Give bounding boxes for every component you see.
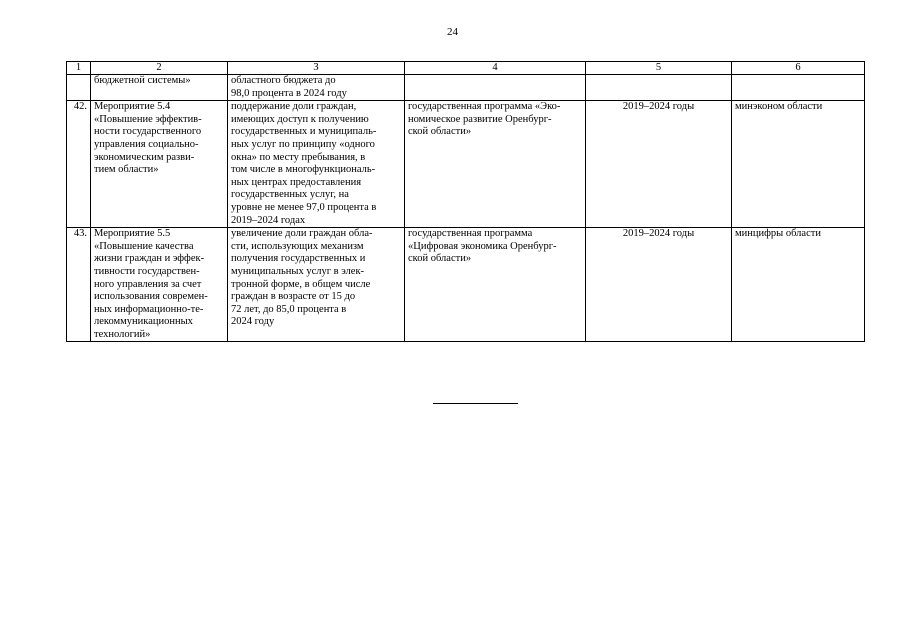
event-cell: Мероприятие 5.4 «Повышение эффектив- ности государственного управления социально- экономическим разви- тием области»: [91, 101, 228, 228]
row-number: 42.: [67, 101, 91, 228]
program-cell: [405, 75, 586, 101]
activities-table: [66, 61, 865, 342]
period-cell: 2019–2024 годы: [586, 101, 732, 228]
column-header: 2: [91, 62, 228, 75]
table-header-row: [67, 62, 865, 75]
row-number: 43.: [67, 228, 91, 342]
column-header: 4: [405, 62, 586, 75]
table-row: [67, 228, 865, 342]
event-cell: бюджетной системы»: [91, 75, 228, 101]
column-header: 5: [586, 62, 732, 75]
row-number: [67, 75, 91, 101]
indicator-cell: областного бюджета до 98,0 процента в 2024 году: [228, 75, 405, 101]
column-header: 6: [732, 62, 865, 75]
event-cell: Мероприятие 5.5 «Повышение качества жизни граждан и эффек- тивности государствен- ного управления за счет использования современ- ных информационно-те- лекоммуникационных технологий»: [91, 228, 228, 342]
end-of-document-rule: [433, 403, 518, 404]
responsible-cell: минэконом области: [732, 101, 865, 228]
column-header: 3: [228, 62, 405, 75]
responsible-cell: минцифры области: [732, 228, 865, 342]
indicator-cell: увеличение доли граждан обла- сти, использующих механизм получения государственных и муниципальных услуг в элек- тронной форме, в общем числе граждан в возрасте от 15 до 72 лет, до 85,0 процента в 2024 году: [228, 228, 405, 342]
period-cell: [586, 75, 732, 101]
period-cell: 2019–2024 годы: [586, 228, 732, 342]
column-header: 1: [67, 62, 91, 75]
program-cell: государственная программа «Эко- номическое развитие Оренбург- ской области»: [405, 101, 586, 228]
responsible-cell: [732, 75, 865, 101]
table-row: [67, 101, 865, 228]
program-cell: государственная программа «Цифровая экономика Оренбург- ской области»: [405, 228, 586, 342]
page-number: 24: [447, 26, 458, 38]
table-row: [67, 75, 865, 101]
indicator-cell: поддержание доли граждан, имеющих доступ к получению государственных и муниципаль- ных услуг по принципу «одного окна» по месту пребывания, в том числе в многофункциональ- ных центрах предоставления государственных услуг, на уровне не менее 97,0 процента в 2019–2024 годах: [228, 101, 405, 228]
